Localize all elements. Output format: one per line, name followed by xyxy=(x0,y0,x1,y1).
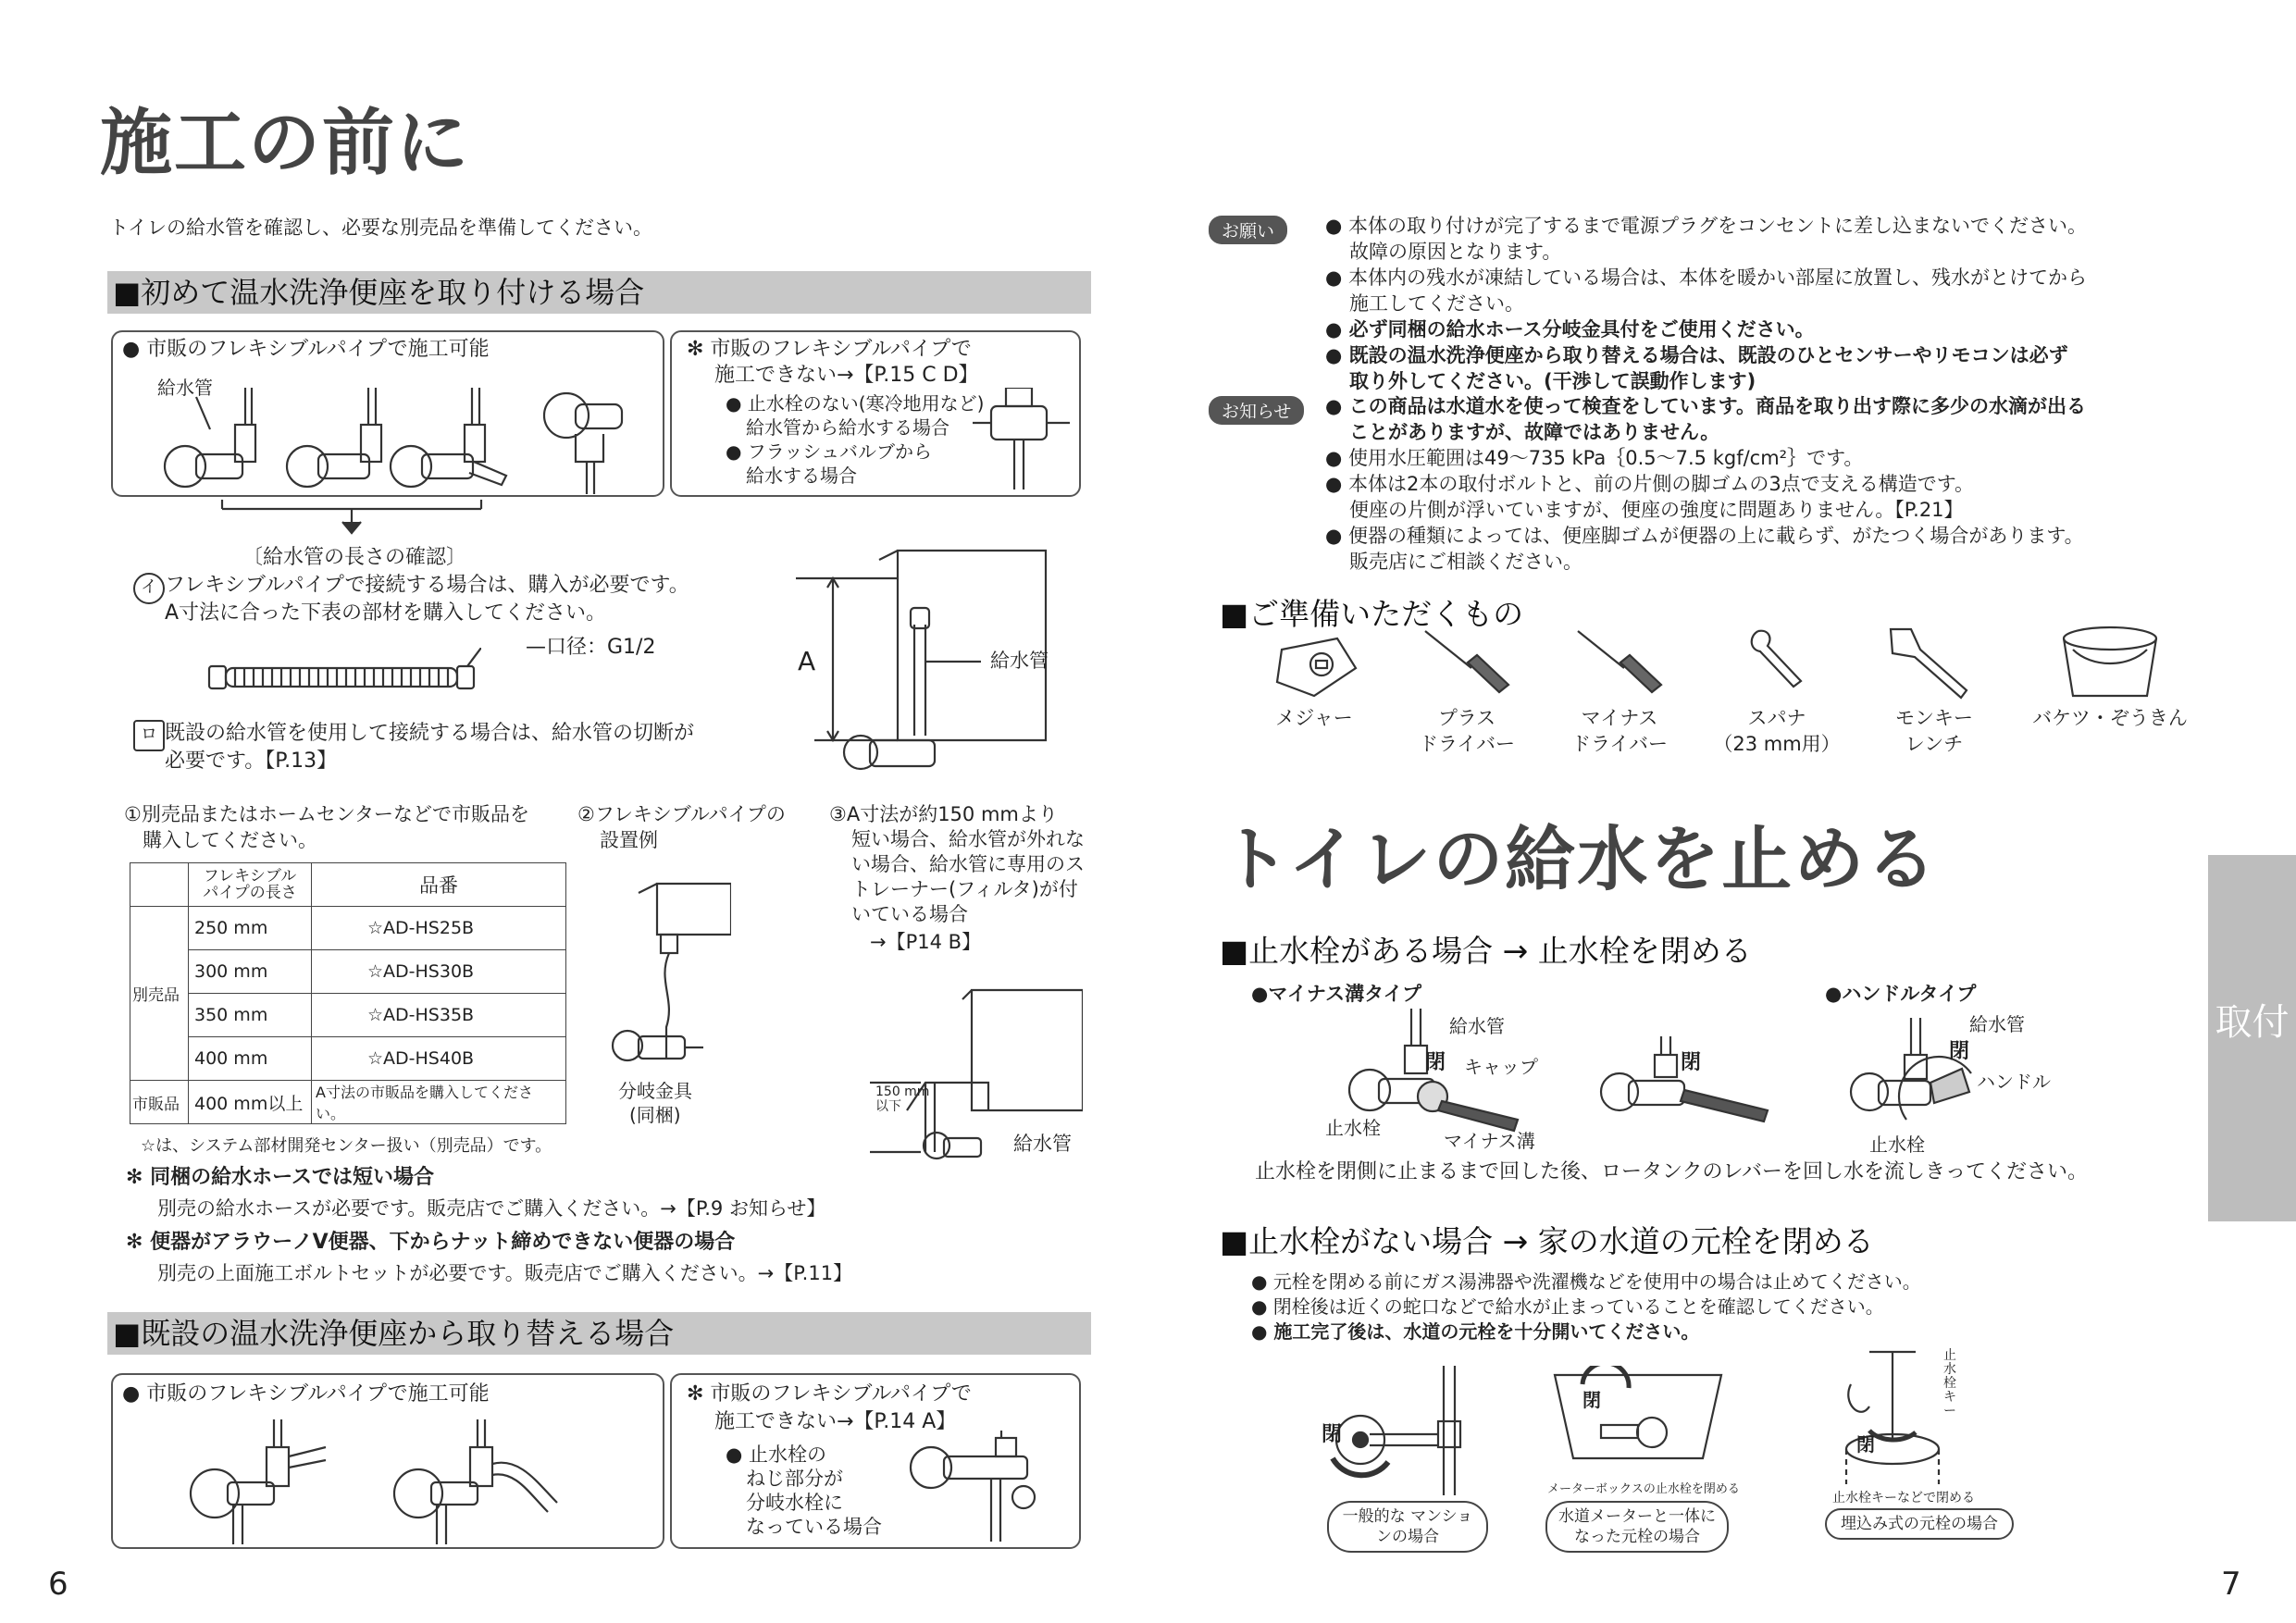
tool-label: （23 mm用） xyxy=(1713,733,1841,755)
box-flexible-ng xyxy=(670,330,1081,497)
case3-close-label: 閉 xyxy=(1856,1433,1875,1456)
flat-screwdriver-icon xyxy=(1559,622,1680,705)
notice-list xyxy=(1325,393,2140,575)
page-number-left: 6 xyxy=(48,1566,68,1603)
tool-label: ドライバー xyxy=(1419,733,1515,755)
branch-label-1: 分岐金具 xyxy=(618,1080,692,1102)
table-group-option: 別売品 xyxy=(130,907,189,1081)
phillips-screwdriver-icon xyxy=(1407,622,1527,705)
slot-close-label: 閉 xyxy=(1425,1051,1446,1074)
page-number-right: 7 xyxy=(2221,1566,2241,1603)
dimension-a-label: A xyxy=(798,646,816,676)
table-row-len: 250 mm xyxy=(189,907,312,950)
tool-bucket xyxy=(2017,622,2203,731)
step3-line4: トレーナー(フィルタ)が付 xyxy=(851,878,1078,900)
step1-line1: ①別売品またはホームセンターなどで市販品を xyxy=(124,803,529,825)
table-head-length: フレキシブル パイプの長さ xyxy=(189,863,312,907)
box-replace-ok-title: ● 市販のフレキシブルパイプで施工可能 xyxy=(122,1382,490,1406)
bore-label: —口径：G1/2 xyxy=(526,636,656,659)
table-row-len: 400 mm以上 xyxy=(189,1081,312,1124)
case1-close-label: 閉 xyxy=(1322,1423,1343,1446)
slot-pipe-label: 給水管 xyxy=(1449,1015,1505,1037)
side-tab-label: 取付 xyxy=(2215,1001,2290,1044)
cap-label: キャップ xyxy=(1464,1056,1538,1078)
box-flexible-ok xyxy=(111,330,664,497)
handle-label: ハンドル xyxy=(1977,1071,2051,1093)
case3-caption: 止水栓キーなどで閉める xyxy=(1832,1491,1975,1505)
notice-item: 販売店にご相談ください。 xyxy=(1349,551,1582,573)
tool-label: モンキー xyxy=(1895,707,1973,729)
note-bowl-type-text: 別売の上面施工ボルトセットが必要です。販売店でご購入ください。→【P.11】 xyxy=(157,1262,853,1284)
mark-i: イ xyxy=(133,573,165,604)
case1-label: 一般的な マンションの場合 xyxy=(1327,1501,1488,1553)
note-short-hose-text: 別売の給水ホースが必要です。販売店でご購入ください。→【P.9 お知らせ】 xyxy=(157,1197,826,1220)
mark-ro: ロ xyxy=(133,720,165,751)
flexible-pipe-illustration xyxy=(204,648,481,694)
note-short-hose-title: ✻ 同梱の給水ホースでは短い場合 xyxy=(126,1166,434,1189)
box-replace-ng-title-2: 施工できない→【P.14 A】 xyxy=(714,1410,957,1433)
lead-text: トイレの給水管を確認し、必要な別売品を準備してください。 xyxy=(109,217,652,239)
handle-type-label: ●ハンドルタイプ xyxy=(1825,983,1977,1005)
table-head-code: 品番 xyxy=(312,863,566,907)
box-replace-ok xyxy=(111,1373,664,1549)
ro-text-1: 既設の給水管を使用して接続する場合は、給水管の切断が xyxy=(165,722,695,745)
tool-label: バケツ・ぞうきん xyxy=(2032,707,2188,729)
step3-line6: →【P14 B】 xyxy=(870,931,982,953)
step3-line3: い場合、給水管に専用のス xyxy=(851,853,1085,875)
main-valve-item: ● 元栓を閉める前にガス湯沸器や洗濯機などを使用中の場合は止めてください。 xyxy=(1251,1270,1921,1293)
tool-monkey-wrench xyxy=(1874,622,1994,757)
i-text-1: フレキシブルパイプで接続する場合は、購入が必要です。 xyxy=(165,574,689,597)
request-item: ● 本体の取り付けが完了するまで電源プラグをコンセントに差し込まないでください。 xyxy=(1325,215,2087,237)
stop-water-title: トイレの給水を止める xyxy=(1220,818,1939,900)
page-title: 施工の前に xyxy=(100,102,471,185)
case2-label: 水道メーターと一体に なった元栓の場合 xyxy=(1545,1501,1729,1553)
step2-line2: 設置例 xyxy=(600,829,658,851)
notice-item: ● この商品は水道水を使って検査をしています。商品を取り出す際に多少の水滴が出る xyxy=(1325,395,2086,417)
notice-item: 便座の片側が浮いていますが、便座の強度に問題ありません。【P.21】 xyxy=(1349,499,1964,521)
tool-label: ドライバー xyxy=(1571,733,1668,755)
stopcock-heading: ■止水栓がある場合 → 止水栓を閉める xyxy=(1220,933,1752,969)
section-heading-first-install: ■初めて温水洗浄便座を取り付ける場合 xyxy=(107,271,1091,314)
step2-line1: ②フレキシブルパイプの xyxy=(577,803,786,825)
side-tab[interactable] xyxy=(2208,855,2296,1221)
parts-table xyxy=(130,862,566,1124)
request-item: ● 必ず同梱の給水ホース分岐金具付をご使用ください。 xyxy=(1325,318,1815,341)
notice-item: ● 使用水圧範囲は49～735 kPa｛0.5～7.5 kgf/cm²｝です。 xyxy=(1325,447,1864,469)
table-row-code: ☆AD-HS25B xyxy=(312,907,566,950)
branch-label-2: (同梱) xyxy=(629,1104,681,1126)
bracket-arrow xyxy=(213,500,490,537)
main-valve-item: ● 施工完了後は、水道の元栓を十分開いてください。 xyxy=(1251,1320,1700,1343)
i-text-2: A寸法に合った下表の部材を購入してください。 xyxy=(165,601,607,625)
table-row-code: ☆AD-HS35B xyxy=(312,994,566,1037)
bucket-icon xyxy=(2017,622,2203,705)
box-ng-item1-1: ● 止水栓のない(寒冷地用など) xyxy=(726,392,985,415)
tool-label: マイナス xyxy=(1581,707,1658,729)
handle-stopcock-label: 止水栓 xyxy=(1869,1134,1925,1156)
table-row-len: 400 mm xyxy=(189,1037,312,1081)
case2-caption: メーターボックスの止水栓を閉める xyxy=(1547,1482,1740,1496)
request-item: ● 本体内の残水が凍結している場合は、本体を暖かい部屋に放置し、残水がとけてから xyxy=(1325,266,2087,289)
meter-box-illustration xyxy=(1545,1366,1731,1477)
box-ng-item2-2: 給水する場合 xyxy=(746,465,857,487)
box-ng-item2-1: ● フラッシュバルブから xyxy=(726,440,933,463)
notice-item: ことがありますが、故障ではありません。 xyxy=(1349,421,1720,443)
box-ng-item1-2: 給水管から給水する場合 xyxy=(746,416,949,439)
table-row-code: ☆AD-HS40B xyxy=(312,1037,566,1081)
notice-item: ● 本体は2本の取付ボルトと、前の片側の脚ゴムの3点で支える構造です。 xyxy=(1325,473,1975,495)
notice-item: ● 便器の種類によっては、便座脚ゴムが便器の上に載らず、がたつく場合があります。 xyxy=(1325,525,2084,547)
main-valve-heading: ■止水栓がない場合 → 家の水道の元栓を閉める xyxy=(1220,1223,1874,1259)
strainer-pipe-label: 給水管 xyxy=(1013,1133,1072,1155)
branch-faucet-illustration xyxy=(903,1431,1070,1542)
request-badge: お願い xyxy=(1209,216,1287,244)
tools-row xyxy=(1259,622,2203,770)
tank-pipe-label: 給水管 xyxy=(990,650,1049,672)
tool-label: スパナ xyxy=(1747,707,1806,729)
stopcock-types-illustration xyxy=(150,388,650,494)
handle-stopcock-illustration xyxy=(1842,1018,1990,1138)
replace-stopcock-illustration xyxy=(150,1419,613,1544)
slot-groove-label: マイナス溝 xyxy=(1444,1130,1535,1152)
slot-stopcock-label: 止水栓 xyxy=(1325,1117,1381,1139)
request-list xyxy=(1325,213,2140,394)
tool-label: メジャー xyxy=(1275,707,1353,729)
request-item: 故障の原因となります。 xyxy=(1349,241,1562,263)
flush-valve-illustration xyxy=(973,388,1070,489)
step3-line1: ③A寸法が約150 mmより xyxy=(829,803,1058,825)
case3-label: 埋込み式の元栓の場合 xyxy=(1825,1508,2014,1540)
tool-spanner xyxy=(1712,622,1842,757)
table-group-market: 市販品 xyxy=(130,1081,189,1124)
handle-pipe-label: 給水管 xyxy=(1969,1013,2025,1035)
tool-label: レンチ xyxy=(1905,733,1964,755)
main-valve-list xyxy=(1251,1270,2084,1344)
tool-flat-screwdriver xyxy=(1559,622,1680,757)
case2-close-label: 閉 xyxy=(1582,1389,1601,1411)
box-replace-ng-item-3: 分岐水栓に xyxy=(746,1492,843,1514)
notice-badge: お知らせ xyxy=(1209,396,1304,425)
length-check-heading: 〔給水管の長さの確認〕 xyxy=(242,546,467,569)
slot-type-label: ●マイナス溝タイプ xyxy=(1251,983,1422,1005)
table-row-len: 350 mm xyxy=(189,994,312,1037)
box-ng-title-1: ✻ 市販のフレキシブルパイプで xyxy=(687,338,972,361)
flexible-install-illustration xyxy=(602,879,731,1083)
step3-line2: 短い場合、給水管が外れな xyxy=(851,828,1085,850)
prepare-heading: ■ご準備いただくもの xyxy=(1220,596,1524,632)
box-replace-ng-item-2: ねじ部分が xyxy=(746,1468,843,1490)
box-ng-title-2: 施工できない→【P.15 C D】 xyxy=(714,364,979,387)
stopcock-instruction: 止水栓を閉側に止まるまで回した後、ロータンクのレバーを回し水を流しきってください。 xyxy=(1255,1160,2089,1183)
request-item: ● 既設の温水洗浄便座から取り替える場合は、既設のひとセンサーやリモコンは必ず xyxy=(1325,344,2068,366)
step3-line5: いている場合 xyxy=(851,903,968,925)
stopcock-key-label: 止水栓キー xyxy=(1943,1348,1956,1419)
tool-phillips-screwdriver xyxy=(1407,622,1527,757)
tool-tape-measure xyxy=(1259,622,1370,731)
short-length-label: 150 mm 以下 xyxy=(875,1084,930,1114)
ro-text-2: 必要です。【P.13】 xyxy=(165,750,338,773)
table-row-len: 300 mm xyxy=(189,950,312,994)
request-item: 施工してください。 xyxy=(1349,292,1524,315)
main-valve-item: ● 閉栓後は近くの蛇口などで給水が止まっていることを確認してください。 xyxy=(1251,1295,1884,1318)
supply-pipe-label: 給水管 xyxy=(157,377,213,399)
box-ok-title: ● 市販のフレキシブルパイプで施工可能 xyxy=(122,338,490,361)
section-heading-replace: ■既設の温水洗浄便座から取り替える場合 xyxy=(107,1312,1091,1355)
monkey-wrench-icon xyxy=(1874,622,1994,705)
box-replace-ng-item-4: なっている場合 xyxy=(746,1516,882,1538)
box-replace-ng xyxy=(670,1373,1081,1549)
table-row-code: A寸法の市販品を購入してください。 xyxy=(312,1081,566,1124)
box-replace-ng-title-1: ✻ 市販のフレキシブルパイプで xyxy=(687,1382,972,1406)
step1-line2: 購入してください。 xyxy=(143,829,317,851)
table-row-code: ☆AD-HS30B xyxy=(312,950,566,994)
tape-measure-icon xyxy=(1259,622,1370,705)
slot-close-label-2: 閉 xyxy=(1681,1051,1702,1074)
table-note: ☆は、システム部材開発センター扱い（別売品）です。 xyxy=(141,1136,552,1156)
note-bowl-type-title: ✻ 便器がアラウーノV便器、下からナット締めできない便器の場合 xyxy=(126,1231,736,1254)
box-replace-ng-item-1: ● 止水栓の xyxy=(726,1443,826,1466)
tool-label: プラス xyxy=(1437,707,1496,729)
handle-close-label: 閉 xyxy=(1949,1040,1970,1063)
spanner-icon xyxy=(1712,622,1842,705)
request-item: 取り外してください。(干渉して誤動作します) xyxy=(1349,370,1756,392)
